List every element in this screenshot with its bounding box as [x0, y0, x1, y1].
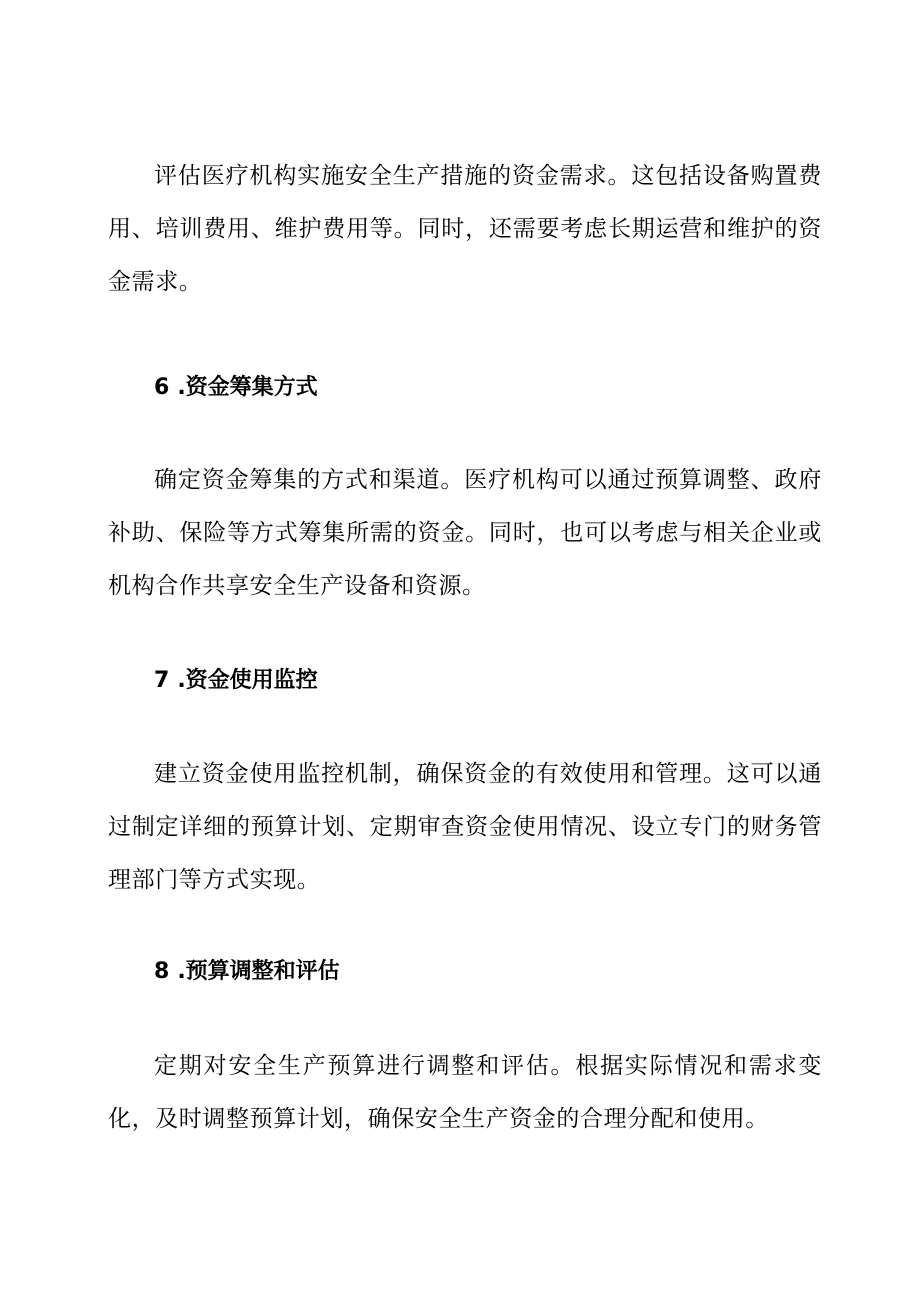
paragraph-fundraising-methods: 确定资金筹集的方式和渠道。医疗机构可以通过预算调整、政府补助、保险等方式筹集所需的资金。同时，也可以考虑与相关企业或机构合作共享安全生产设备和资源。: [108, 467, 822, 599]
section-number: 7: [154, 668, 170, 693]
paragraph-budget-adjustment: 定期对安全生产预算进行调整和评估。根据实际情况和需求变化，及时调整预算计划，确保安全生产资金的合理分配和使用。: [108, 1053, 822, 1132]
section-number: 6: [154, 375, 170, 400]
paragraph-fund-monitoring: 建立资金使用监控机制，确保资金的有效使用和管理。这可以通过制定详细的预算计划、定期审查资金使用情况、设立专门的财务管理部门等方式实现。: [108, 761, 822, 893]
section-heading-6: [154, 373, 318, 403]
section-title: .预算调整和评估: [177, 959, 340, 984]
paragraph-funding-needs: 评估医疗机构实施安全生产措施的资金需求。这包括设备购置费用、培训费用、维护费用等。同时，还需要考虑长期运营和维护的资金需求。: [108, 163, 822, 295]
section-heading-8: [154, 957, 340, 987]
section-heading-7: [154, 666, 318, 696]
section-number: 8: [154, 959, 170, 984]
section-title: .资金筹集方式: [177, 375, 318, 400]
section-title: .资金使用监控: [177, 668, 318, 693]
